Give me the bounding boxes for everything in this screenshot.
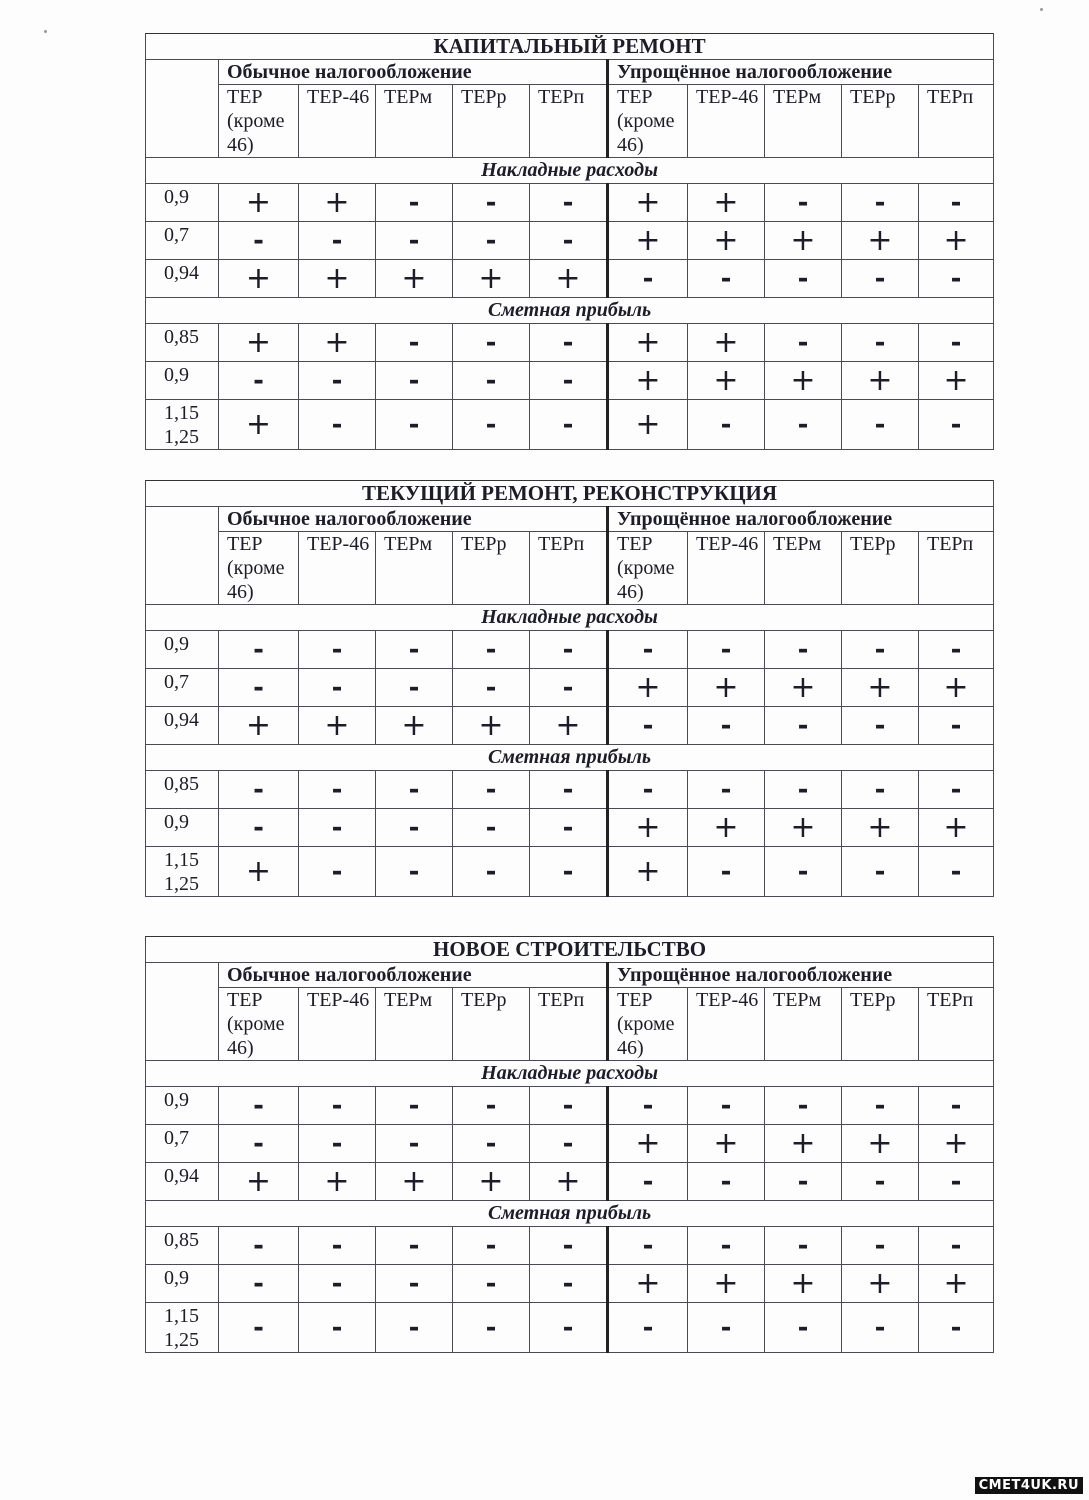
table-row bbox=[146, 771, 994, 809]
column-header: ТЕРп bbox=[530, 988, 608, 1061]
table-row bbox=[146, 260, 994, 298]
applicability-mark: - bbox=[376, 1227, 453, 1265]
applicability-mark: - bbox=[842, 1087, 919, 1125]
applicability-mark: - bbox=[453, 1227, 530, 1265]
applicability-mark: + bbox=[608, 184, 688, 222]
applicability-mark: - bbox=[842, 631, 919, 669]
applicability-mark: + bbox=[608, 1125, 688, 1163]
applicability-mark: - bbox=[919, 771, 994, 809]
applicability-mark: + bbox=[842, 1125, 919, 1163]
applicability-mark: + bbox=[765, 669, 842, 707]
applicability-mark: - bbox=[765, 1087, 842, 1125]
applicability-mark: + bbox=[376, 707, 453, 745]
column-header: ТЕРп bbox=[919, 532, 994, 605]
coefficient-label: 0,94 bbox=[146, 707, 219, 745]
coefficient-label: 0,7 bbox=[146, 669, 219, 707]
applicability-mark: - bbox=[688, 847, 765, 897]
applicability-mark: - bbox=[688, 1303, 765, 1353]
coefficient-label: 0,85 bbox=[146, 771, 219, 809]
applicability-mark: - bbox=[453, 324, 530, 362]
applicability-mark: + bbox=[919, 222, 994, 260]
applicability-mark: - bbox=[376, 771, 453, 809]
applicability-mark: + bbox=[219, 400, 299, 450]
applicability-mark: + bbox=[299, 1163, 376, 1201]
applicability-mark: - bbox=[608, 1087, 688, 1125]
coefficient-label: 1,15 1,25 bbox=[146, 1303, 219, 1353]
coefficient-label: 0,9 bbox=[146, 1265, 219, 1303]
applicability-mark: - bbox=[219, 669, 299, 707]
applicability-mark: - bbox=[608, 631, 688, 669]
applicability-mark: + bbox=[453, 260, 530, 298]
applicability-mark: - bbox=[530, 1125, 608, 1163]
coefficient-table bbox=[145, 33, 994, 450]
applicability-mark: + bbox=[608, 222, 688, 260]
applicability-mark: + bbox=[453, 1163, 530, 1201]
corner-cell bbox=[146, 507, 219, 605]
applicability-mark: - bbox=[376, 631, 453, 669]
applicability-mark: + bbox=[376, 1163, 453, 1201]
applicability-mark: - bbox=[842, 847, 919, 897]
table-row bbox=[146, 669, 994, 707]
tax-simplified-header: Упрощённое налогообложение bbox=[608, 507, 994, 532]
applicability-mark: - bbox=[688, 707, 765, 745]
coefficient-label: 0,9 bbox=[146, 362, 219, 400]
applicability-mark: + bbox=[765, 222, 842, 260]
column-header: ТЕР (кроме 46) bbox=[608, 988, 688, 1061]
applicability-mark: - bbox=[530, 324, 608, 362]
applicability-mark: - bbox=[688, 1087, 765, 1125]
applicability-mark: - bbox=[299, 771, 376, 809]
tax-simplified-header: Упрощённое налогообложение bbox=[608, 60, 994, 85]
column-header: ТЕР-46 bbox=[299, 532, 376, 605]
applicability-mark: - bbox=[919, 400, 994, 450]
applicability-mark: - bbox=[530, 669, 608, 707]
applicability-mark: - bbox=[688, 1227, 765, 1265]
coefficient-label: 0,9 bbox=[146, 809, 219, 847]
coefficient-label: 0,85 bbox=[146, 1227, 219, 1265]
applicability-mark: - bbox=[376, 222, 453, 260]
applicability-mark: + bbox=[688, 362, 765, 400]
applicability-mark: - bbox=[688, 400, 765, 450]
applicability-mark: + bbox=[299, 324, 376, 362]
applicability-mark: + bbox=[919, 362, 994, 400]
applicability-mark: + bbox=[530, 260, 608, 298]
table-title: КАПИТАЛЬНЫЙ РЕМОНТ bbox=[146, 34, 994, 60]
applicability-mark: - bbox=[842, 1303, 919, 1353]
column-header: ТЕР (кроме 46) bbox=[219, 85, 299, 158]
applicability-mark: - bbox=[530, 1227, 608, 1265]
applicability-mark: - bbox=[453, 222, 530, 260]
applicability-mark: + bbox=[688, 184, 765, 222]
table-row bbox=[146, 1163, 994, 1201]
applicability-mark: - bbox=[688, 631, 765, 669]
applicability-mark: + bbox=[530, 707, 608, 745]
applicability-mark: + bbox=[453, 707, 530, 745]
coefficient-label: 0,9 bbox=[146, 1087, 219, 1125]
corner-cell bbox=[146, 60, 219, 158]
applicability-mark: + bbox=[765, 362, 842, 400]
tax-simplified-header: Упрощённое налогообложение bbox=[608, 963, 994, 988]
applicability-mark: + bbox=[608, 1265, 688, 1303]
applicability-mark: + bbox=[919, 1125, 994, 1163]
coefficient-label: 1,15 1,25 bbox=[146, 400, 219, 450]
applicability-mark: - bbox=[219, 362, 299, 400]
applicability-mark: - bbox=[842, 771, 919, 809]
applicability-mark: - bbox=[842, 400, 919, 450]
coefficient-table bbox=[145, 936, 994, 1353]
column-header: ТЕРр bbox=[453, 988, 530, 1061]
applicability-mark: + bbox=[608, 669, 688, 707]
tax-regular-header: Обычное налогообложение bbox=[219, 963, 608, 988]
applicability-mark: + bbox=[608, 324, 688, 362]
applicability-mark: - bbox=[765, 324, 842, 362]
column-header: ТЕРм bbox=[765, 988, 842, 1061]
applicability-mark: + bbox=[219, 847, 299, 897]
applicability-mark: - bbox=[919, 1303, 994, 1353]
section-title: Сметная прибыль bbox=[146, 1201, 994, 1227]
applicability-mark: - bbox=[299, 1265, 376, 1303]
applicability-mark: - bbox=[299, 362, 376, 400]
applicability-mark: - bbox=[530, 222, 608, 260]
column-header: ТЕРп bbox=[530, 85, 608, 158]
column-header: ТЕР-46 bbox=[299, 988, 376, 1061]
applicability-mark: - bbox=[219, 771, 299, 809]
applicability-mark: - bbox=[765, 771, 842, 809]
applicability-mark: - bbox=[842, 1163, 919, 1201]
applicability-mark: - bbox=[842, 707, 919, 745]
table-row bbox=[146, 400, 994, 450]
applicability-mark: - bbox=[842, 260, 919, 298]
applicability-mark: + bbox=[608, 400, 688, 450]
applicability-mark: - bbox=[453, 847, 530, 897]
applicability-mark: - bbox=[688, 1163, 765, 1201]
applicability-mark: - bbox=[453, 669, 530, 707]
column-header: ТЕР (кроме 46) bbox=[219, 532, 299, 605]
applicability-mark: + bbox=[842, 222, 919, 260]
column-header: ТЕР (кроме 46) bbox=[608, 85, 688, 158]
applicability-mark: - bbox=[919, 1087, 994, 1125]
applicability-mark: - bbox=[299, 1227, 376, 1265]
applicability-mark: - bbox=[219, 1087, 299, 1125]
applicability-mark: + bbox=[842, 669, 919, 707]
column-header: ТЕРп bbox=[530, 532, 608, 605]
table-row bbox=[146, 809, 994, 847]
column-header: ТЕР (кроме 46) bbox=[219, 988, 299, 1061]
applicability-mark: - bbox=[299, 1125, 376, 1163]
column-header: ТЕРр bbox=[453, 532, 530, 605]
applicability-mark: - bbox=[299, 1087, 376, 1125]
applicability-mark: - bbox=[765, 400, 842, 450]
applicability-mark: - bbox=[299, 400, 376, 450]
coefficient-label: 0,94 bbox=[146, 260, 219, 298]
applicability-mark: - bbox=[530, 631, 608, 669]
table-row bbox=[146, 1303, 994, 1353]
applicability-mark: + bbox=[219, 260, 299, 298]
applicability-mark: - bbox=[453, 1087, 530, 1125]
applicability-mark: + bbox=[919, 1265, 994, 1303]
applicability-mark: - bbox=[608, 1303, 688, 1353]
applicability-mark: - bbox=[765, 1227, 842, 1265]
column-header: ТЕРм bbox=[376, 988, 453, 1061]
applicability-mark: + bbox=[608, 809, 688, 847]
coefficient-label: 0,9 bbox=[146, 184, 219, 222]
applicability-mark: - bbox=[530, 362, 608, 400]
column-header: ТЕР-46 bbox=[688, 532, 765, 605]
coefficient-label: 1,15 1,25 bbox=[146, 847, 219, 897]
applicability-mark: + bbox=[219, 1163, 299, 1201]
applicability-mark: + bbox=[842, 809, 919, 847]
applicability-mark: - bbox=[453, 809, 530, 847]
table-row bbox=[146, 631, 994, 669]
applicability-mark: - bbox=[919, 1227, 994, 1265]
applicability-mark: - bbox=[530, 809, 608, 847]
coefficient-label: 0,9 bbox=[146, 631, 219, 669]
applicability-mark: - bbox=[765, 1163, 842, 1201]
applicability-mark: - bbox=[299, 809, 376, 847]
column-header: ТЕРп bbox=[919, 85, 994, 158]
applicability-mark: - bbox=[376, 1265, 453, 1303]
applicability-mark: - bbox=[376, 809, 453, 847]
applicability-mark: - bbox=[219, 1125, 299, 1163]
applicability-mark: - bbox=[376, 1303, 453, 1353]
applicability-mark: - bbox=[919, 184, 994, 222]
applicability-mark: + bbox=[842, 1265, 919, 1303]
coefficient-label: 0,94 bbox=[146, 1163, 219, 1201]
applicability-mark: - bbox=[919, 1163, 994, 1201]
applicability-mark: + bbox=[765, 1265, 842, 1303]
applicability-mark: - bbox=[919, 847, 994, 897]
applicability-mark: + bbox=[219, 184, 299, 222]
applicability-mark: - bbox=[608, 260, 688, 298]
coefficient-label: 0,7 bbox=[146, 222, 219, 260]
table-row bbox=[146, 222, 994, 260]
applicability-mark: - bbox=[299, 669, 376, 707]
applicability-mark: + bbox=[608, 362, 688, 400]
section-title: Сметная прибыль bbox=[146, 298, 994, 324]
column-header: ТЕР-46 bbox=[688, 988, 765, 1061]
applicability-mark: - bbox=[453, 1125, 530, 1163]
applicability-mark: - bbox=[765, 184, 842, 222]
applicability-mark: - bbox=[919, 324, 994, 362]
applicability-mark: - bbox=[530, 847, 608, 897]
applicability-mark: + bbox=[219, 324, 299, 362]
applicability-mark: - bbox=[376, 1087, 453, 1125]
column-header: ТЕР-46 bbox=[688, 85, 765, 158]
table-row bbox=[146, 707, 994, 745]
applicability-mark: - bbox=[765, 631, 842, 669]
applicability-mark: - bbox=[530, 1303, 608, 1353]
applicability-mark: - bbox=[376, 847, 453, 897]
table-title: НОВОЕ СТРОИТЕЛЬСТВО bbox=[146, 937, 994, 963]
applicability-mark: + bbox=[376, 260, 453, 298]
applicability-mark: + bbox=[299, 707, 376, 745]
applicability-mark: - bbox=[919, 707, 994, 745]
applicability-mark: - bbox=[219, 809, 299, 847]
applicability-mark: - bbox=[608, 1163, 688, 1201]
section-title: Накладные расходы bbox=[146, 1061, 994, 1087]
column-header: ТЕРр bbox=[842, 532, 919, 605]
applicability-mark: - bbox=[376, 400, 453, 450]
applicability-mark: - bbox=[842, 1227, 919, 1265]
applicability-mark: - bbox=[299, 1303, 376, 1353]
applicability-mark: - bbox=[376, 324, 453, 362]
applicability-mark: - bbox=[608, 1227, 688, 1265]
table-row bbox=[146, 1087, 994, 1125]
applicability-mark: - bbox=[765, 260, 842, 298]
applicability-mark: - bbox=[219, 1303, 299, 1353]
applicability-mark: - bbox=[453, 631, 530, 669]
scan-speck bbox=[1040, 8, 1043, 11]
applicability-mark: - bbox=[299, 222, 376, 260]
table-row bbox=[146, 847, 994, 897]
applicability-mark: - bbox=[842, 184, 919, 222]
table-row bbox=[146, 1227, 994, 1265]
applicability-mark: - bbox=[219, 631, 299, 669]
coefficient-label: 0,7 bbox=[146, 1125, 219, 1163]
applicability-mark: + bbox=[688, 669, 765, 707]
applicability-mark: - bbox=[453, 771, 530, 809]
applicability-mark: - bbox=[530, 771, 608, 809]
scan-speck bbox=[44, 30, 47, 33]
applicability-mark: - bbox=[530, 1265, 608, 1303]
applicability-mark: - bbox=[453, 362, 530, 400]
table-row bbox=[146, 184, 994, 222]
applicability-mark: - bbox=[608, 771, 688, 809]
table-row bbox=[146, 362, 994, 400]
applicability-mark: - bbox=[608, 707, 688, 745]
applicability-mark: - bbox=[453, 1265, 530, 1303]
applicability-mark: + bbox=[299, 260, 376, 298]
applicability-mark: - bbox=[765, 847, 842, 897]
applicability-mark: - bbox=[530, 1087, 608, 1125]
applicability-mark: + bbox=[530, 1163, 608, 1201]
applicability-mark: + bbox=[688, 324, 765, 362]
applicability-mark: + bbox=[688, 222, 765, 260]
applicability-mark: - bbox=[453, 400, 530, 450]
column-header: ТЕРм bbox=[765, 532, 842, 605]
table-row bbox=[146, 1265, 994, 1303]
applicability-mark: + bbox=[219, 707, 299, 745]
corner-cell bbox=[146, 963, 219, 1061]
column-header: ТЕРм bbox=[376, 85, 453, 158]
column-header: ТЕРр bbox=[453, 85, 530, 158]
coefficient-label: 0,85 bbox=[146, 324, 219, 362]
applicability-mark: - bbox=[765, 1303, 842, 1353]
coefficient-table bbox=[145, 480, 994, 897]
applicability-mark: - bbox=[299, 847, 376, 897]
tax-regular-header: Обычное налогообложение bbox=[219, 507, 608, 532]
applicability-mark: + bbox=[765, 1125, 842, 1163]
column-header: ТЕРр bbox=[842, 85, 919, 158]
applicability-mark: - bbox=[453, 184, 530, 222]
applicability-mark: + bbox=[688, 809, 765, 847]
applicability-mark: - bbox=[219, 1227, 299, 1265]
applicability-mark: - bbox=[765, 707, 842, 745]
applicability-mark: - bbox=[376, 362, 453, 400]
applicability-mark: - bbox=[688, 260, 765, 298]
applicability-mark: - bbox=[219, 1265, 299, 1303]
applicability-mark: - bbox=[919, 631, 994, 669]
applicability-mark: + bbox=[919, 669, 994, 707]
applicability-mark: - bbox=[453, 1303, 530, 1353]
applicability-mark: - bbox=[376, 184, 453, 222]
applicability-mark: - bbox=[376, 669, 453, 707]
applicability-mark: + bbox=[765, 809, 842, 847]
applicability-mark: + bbox=[299, 184, 376, 222]
column-header: ТЕРп bbox=[919, 988, 994, 1061]
watermark: СМЕТ4UK.RU bbox=[975, 1477, 1083, 1494]
applicability-mark: + bbox=[608, 847, 688, 897]
column-header: ТЕРм bbox=[376, 532, 453, 605]
column-header: ТЕРм bbox=[765, 85, 842, 158]
applicability-mark: - bbox=[530, 400, 608, 450]
column-header: ТЕР (кроме 46) bbox=[608, 532, 688, 605]
table-row bbox=[146, 324, 994, 362]
applicability-mark: + bbox=[919, 809, 994, 847]
applicability-mark: + bbox=[688, 1125, 765, 1163]
column-header: ТЕРр bbox=[842, 988, 919, 1061]
applicability-mark: - bbox=[299, 631, 376, 669]
applicability-mark: - bbox=[919, 260, 994, 298]
applicability-mark: - bbox=[688, 771, 765, 809]
table-row bbox=[146, 1125, 994, 1163]
applicability-mark: + bbox=[688, 1265, 765, 1303]
applicability-mark: - bbox=[842, 324, 919, 362]
applicability-mark: - bbox=[530, 184, 608, 222]
section-title: Сметная прибыль bbox=[146, 745, 994, 771]
section-title: Накладные расходы bbox=[146, 158, 994, 184]
applicability-mark: - bbox=[376, 1125, 453, 1163]
tax-regular-header: Обычное налогообложение bbox=[219, 60, 608, 85]
section-title: Накладные расходы bbox=[146, 605, 994, 631]
applicability-mark: + bbox=[842, 362, 919, 400]
column-header: ТЕР-46 bbox=[299, 85, 376, 158]
applicability-mark: - bbox=[219, 222, 299, 260]
table-title: ТЕКУЩИЙ РЕМОНТ, РЕКОНСТРУКЦИЯ bbox=[146, 481, 994, 507]
